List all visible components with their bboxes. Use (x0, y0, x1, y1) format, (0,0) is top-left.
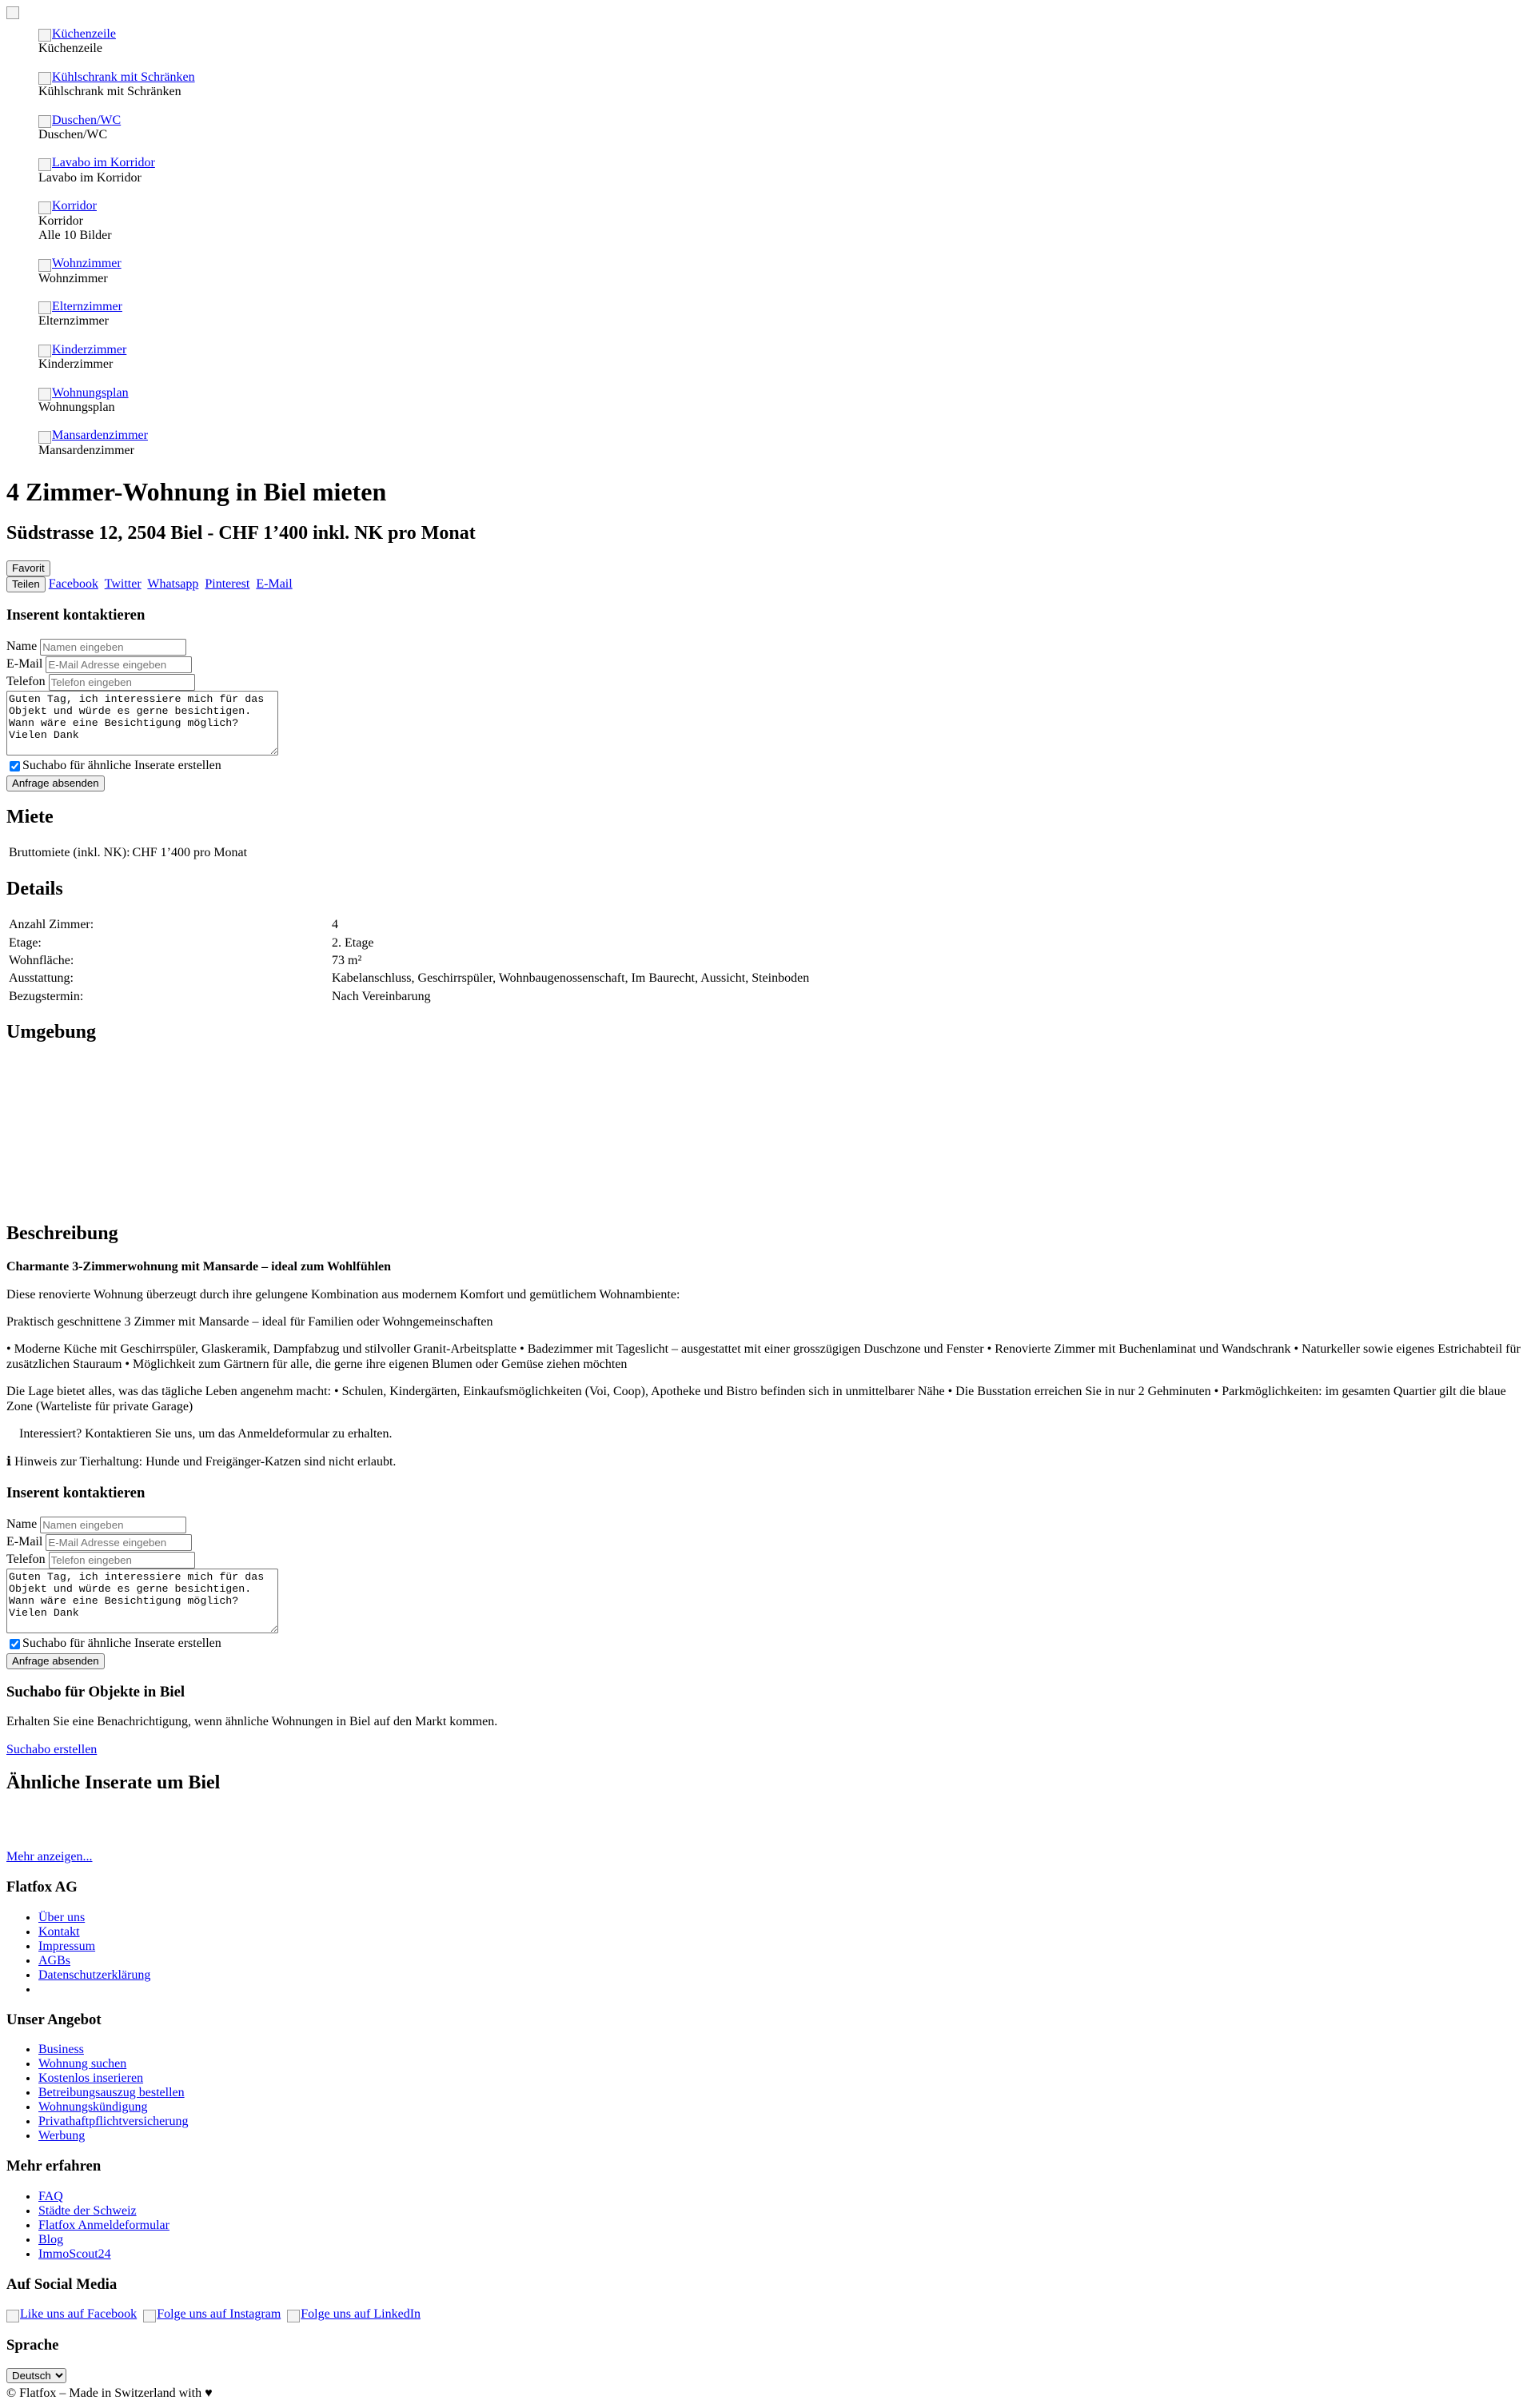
contact-form-heading: Inserent kontaktieren (6, 606, 146, 624)
phone-input[interactable] (49, 674, 195, 691)
surroundings-heading: Umgebung (6, 1022, 97, 1043)
rent-heading: Miete (6, 806, 54, 827)
social-links (6, 2307, 1529, 2322)
name-label: Name (6, 640, 38, 654)
gallery-item (38, 300, 1529, 329)
list-item (38, 2100, 1529, 2115)
share-row (6, 577, 296, 591)
share-facebook-link[interactable]: Facebook (48, 576, 98, 591)
footer-link-blog[interactable]: Blog (38, 2232, 64, 2247)
contact-form-bottom (6, 1485, 1529, 1669)
contact-form-top (6, 607, 1529, 791)
list-item (38, 1925, 1529, 1940)
footer-company-list (6, 1911, 1529, 1997)
pet-note: ℹ Hinweis zur Tierhaltung: Hunde und Freigänger-Katzen sind nicht erlaubt. (6, 1453, 397, 1469)
share-whatsapp-link[interactable]: Whatsapp (147, 576, 199, 591)
list-item (38, 2086, 1529, 2100)
details-key: Etage: (9, 935, 42, 950)
table-row (8, 917, 1527, 933)
create-suchabo-link[interactable]: Suchabo erstellen (6, 1742, 98, 1756)
footer-company-heading: Flatfox AG (6, 1879, 78, 1896)
gallery-item (38, 70, 1529, 100)
listing-title: 4 Zimmer-Wohnung in Biel mieten (6, 477, 387, 507)
description-heading: Beschreibung (6, 1222, 118, 1244)
footer-offer-list (6, 2043, 1529, 2143)
name-label: Name (6, 1517, 38, 1532)
linkedin-link[interactable]: Folge uns auf LinkedIn (287, 2307, 421, 2321)
list-item (38, 2057, 1529, 2071)
share-pinterest-link[interactable]: Pinterest (205, 576, 250, 591)
details-key: Anzahl Zimmer: (9, 918, 94, 932)
favorite-button[interactable]: Favorit (6, 560, 50, 576)
image-icon (38, 259, 51, 272)
footer-link-liability-insurance[interactable]: Privathaftpflichtversicherung (38, 2115, 189, 2129)
list-item (38, 1983, 1529, 1997)
share-email-link[interactable]: E-Mail (256, 576, 293, 591)
email-label: E-Mail (6, 1535, 43, 1549)
email-label: E-Mail (6, 656, 43, 671)
gallery-image-link[interactable]: Wohnzimmer (38, 257, 122, 270)
facebook-link[interactable]: Like uns auf Facebook (6, 2307, 137, 2321)
image-icon (38, 431, 51, 444)
instagram-link[interactable]: Folge uns auf Instagram (143, 2307, 281, 2321)
list-item (38, 1940, 1529, 1954)
footer-link-faq[interactable]: FAQ (38, 2189, 63, 2203)
listing-subtitle: Südstrasse 12, 2504 Biel - CHF 1’400 inkl. NK pro Monat (6, 523, 476, 544)
gallery-item (38, 257, 1529, 286)
gallery-item (38, 199, 1529, 243)
footer-link-termination[interactable]: Wohnungskündigung (38, 2100, 148, 2115)
footer-link-search-apartment[interactable]: Wohnung suchen (38, 2057, 127, 2071)
logo-image[interactable] (6, 6, 19, 19)
description-paragraph: Die Lage bietet alles, was das tägliche Leben angenehm macht: • Schulen, Kindergärten, Einkaufsmöglichkeiten (Voi, Coop), Apotheke und Bistro befinden sich in unmittelbarer Nähe • Die Busstation erreichen Sie in nur 2 Gehminuten • Parkmöglichkeiten: im gesamten Quartier gilt die blaue Zone (Warteliste für private Garage) (6, 1385, 1506, 1413)
gallery-caption: Elternzimmer (38, 314, 109, 329)
listing-actions (6, 560, 1529, 592)
image-icon (38, 72, 51, 85)
facebook-icon (6, 2310, 19, 2322)
image-icon (38, 345, 51, 357)
suchabo-text: Erhalten Sie eine Benachrichtigung, wenn ähnliche Wohnungen in Biel auf den Markt kommen. (6, 1715, 498, 1729)
similar-listings-heading: Ähnliche Inserate um Biel (6, 1772, 221, 1794)
list-item (38, 2190, 1529, 2204)
list-item (38, 2129, 1529, 2143)
name-input[interactable] (40, 1517, 186, 1533)
details-table (6, 915, 1529, 1007)
gallery-caption: Lavabo im Korridor (38, 170, 142, 185)
show-more-link[interactable]: Mehr anzeigen... (6, 1849, 93, 1864)
list-item (38, 2233, 1529, 2247)
list-item (38, 2219, 1529, 2233)
gallery-item (38, 429, 1529, 458)
list-item (38, 1954, 1529, 1968)
footer-language-heading: Sprache (6, 2336, 59, 2354)
suchabo-checkbox[interactable] (10, 761, 20, 771)
map-area[interactable] (6, 1059, 1529, 1208)
footer-link-debt-record[interactable]: Betreibungsauszug bestellen (38, 2086, 185, 2100)
gallery-caption: Wohnzimmer (38, 271, 108, 285)
table-row (8, 935, 1527, 951)
description-paragraph: • Moderne Küche mit Geschirrspüler, Glaskeramik, Dampfabzug und stilvoller Granit-Arbeitsplatte • Badezimmer mit Tageslicht – ausgestattet mit einer grosszügigen Duschzone und Fenster • Renovierte Zimmer mit Buchenlaminat und Wandschrank • Naturkeller sowie eigenes Estrichabteil für zusätzlichen Stauraum • Möglichkeit zum Gärtnern für alle, die gerne ihre eigenen Blumen oder Gemüse ziehen möchten (6, 1342, 1521, 1371)
rent-table (6, 843, 249, 863)
gallery-image-link[interactable]: Elternzimmer (38, 300, 122, 313)
suchabo-heading: Suchabo für Objekte in Biel (6, 1683, 185, 1700)
email-input[interactable] (46, 656, 192, 673)
rent-value: CHF 1’400 pro Monat (132, 846, 248, 860)
details-value: 4 (332, 918, 338, 932)
gallery-item (38, 156, 1529, 185)
share-twitter-link[interactable]: Twitter (104, 576, 142, 591)
share-button[interactable]: Teilen (6, 576, 46, 592)
details-value: 73 m² (332, 953, 362, 967)
linkedin-icon (287, 2310, 300, 2322)
footer-link-free-listing[interactable]: Kostenlos inserieren (38, 2071, 144, 2086)
gallery-image-link[interactable]: Mansardenzimmer (38, 429, 148, 442)
gallery-item (38, 343, 1529, 373)
image-icon (38, 388, 51, 401)
language-select[interactable] (6, 2368, 66, 2383)
image-icon (38, 29, 51, 42)
image-icon (38, 301, 51, 314)
instagram-icon (143, 2310, 156, 2322)
footer-learn-list (6, 2190, 1529, 2262)
similar-listings-area (6, 1810, 1529, 1837)
details-heading: Details (6, 878, 63, 899)
footer-link-business[interactable]: Business (38, 2043, 84, 2057)
footer-link-about[interactable]: Über uns (38, 1910, 86, 1924)
description-paragraph: Praktisch geschnittene 3 Zimmer mit Mansarde – ideal für Familien oder Wohngemeinschaften (6, 1315, 493, 1330)
gallery-image-link[interactable]: Kühlschrank mit Schränken (38, 70, 195, 84)
image-icon (38, 158, 51, 171)
message-textarea[interactable] (6, 691, 278, 755)
name-input[interactable] (40, 639, 186, 656)
table-row (8, 845, 248, 861)
image-icon (38, 115, 51, 128)
table-row (8, 989, 1527, 1005)
info-icon: ℹ (6, 1453, 12, 1469)
list-item (38, 2247, 1529, 2262)
footer-link-terms[interactable]: AGBs (38, 1953, 71, 1967)
email-input[interactable] (46, 1534, 192, 1551)
phone-label: Telefon (6, 1553, 46, 1566)
description-lead: Charmante 3-Zimmerwohnung mit Mansarde – ideal zum Wohlfühlen (6, 1260, 392, 1274)
footer-link-cities[interactable]: Städte der Schweiz (38, 2203, 137, 2218)
suchabo-checkbox[interactable] (10, 1639, 20, 1649)
list-item (38, 1911, 1529, 1925)
details-key: Ausstattung: (9, 971, 74, 986)
description-paragraph: Diese renovierte Wohnung überzeugt durch ihre gelungene Kombination aus modernem Komfort und gemütlichem Wohnambiente: (6, 1287, 680, 1302)
footer-social-heading: Auf Social Media (6, 2275, 118, 2293)
suchabo-checkbox-label: Suchabo für ähnliche Inserate erstellen (22, 1637, 221, 1650)
footer-link-contact[interactable]: Kontakt (38, 1924, 80, 1939)
list-item (38, 2043, 1529, 2057)
gallery-caption: Mansardenzimmer (38, 443, 134, 457)
phone-input[interactable] (49, 1552, 195, 1569)
gallery-image-link[interactable]: Wohnungsplan (38, 386, 129, 400)
footer-link-immoscout[interactable]: ImmoScout24 (38, 2247, 111, 2261)
footer-link-application-form[interactable]: Flatfox Anmeldeformular (38, 2218, 169, 2232)
list-item (38, 1968, 1529, 1983)
gallery-caption: Kinderzimmer (38, 357, 114, 372)
gallery-item (38, 386, 1529, 416)
image-icon (38, 201, 51, 214)
footer-offer-heading: Unser Angebot (6, 2011, 102, 2028)
list-item (38, 2071, 1529, 2086)
footer-link-privacy[interactable]: Datenschutzerklärung (38, 1967, 151, 1982)
details-value: Nach Vereinbarung (332, 989, 431, 1003)
suchabo-checkbox-label: Suchabo für ähnliche Inserate erstellen (22, 758, 221, 772)
contact-form-heading: Inserent kontaktieren (6, 1484, 146, 1501)
gallery-item (38, 114, 1529, 143)
interest-note: Interessiert? Kontaktieren Sie uns, um das Anmeldeformular zu erhalten. (19, 1427, 393, 1441)
all-images-label[interactable]: Alle 10 Bilder (38, 228, 112, 242)
table-row (8, 953, 1527, 969)
details-value: Kabelanschluss, Geschirrspüler, Wohnbaugenossenschaft, Im Baurecht, Aussicht, Steinboden (332, 971, 810, 986)
gallery-image-link[interactable]: Duschen/WC (38, 114, 121, 127)
phone-label: Telefon (6, 674, 46, 688)
submit-inquiry-button[interactable]: Anfrage absenden (6, 1653, 105, 1669)
table-row (8, 971, 1527, 987)
list-item (38, 2115, 1529, 2129)
copyright-text: © Flatfox – Made in Switzerland with ♥ (6, 2386, 213, 2401)
footer-learn-heading: Mehr erfahren (6, 2158, 102, 2175)
message-textarea[interactable] (6, 1569, 278, 1633)
gallery-image-link[interactable]: Lavabo im Korridor (38, 156, 155, 169)
list-item (38, 2204, 1529, 2219)
gallery-caption: Duschen/WC (38, 127, 108, 142)
rent-label: Bruttomiete (inkl. NK): (9, 846, 130, 860)
submit-inquiry-button[interactable]: Anfrage absenden (6, 775, 105, 791)
footer-link-imprint[interactable]: Impressum (38, 1939, 96, 1953)
gallery-caption: Korridor (38, 213, 83, 228)
footer-link-advertising[interactable]: Werbung (38, 2129, 86, 2143)
gallery-image-link[interactable]: Kinderzimmer (38, 343, 126, 357)
gallery-caption: Küchenzeile (38, 42, 102, 56)
details-value: 2. Etage (332, 935, 374, 950)
image-gallery (6, 27, 1529, 458)
gallery-caption: Kühlschrank mit Schränken (38, 85, 181, 99)
gallery-image-link[interactable]: Küchenzeile (38, 27, 116, 41)
details-key: Bezugstermin: (9, 989, 84, 1003)
gallery-item (38, 27, 1529, 57)
gallery-image-link[interactable]: Korridor (38, 199, 97, 213)
gallery-caption: Wohnungsplan (38, 401, 115, 415)
details-key: Wohnfläche: (9, 953, 74, 967)
